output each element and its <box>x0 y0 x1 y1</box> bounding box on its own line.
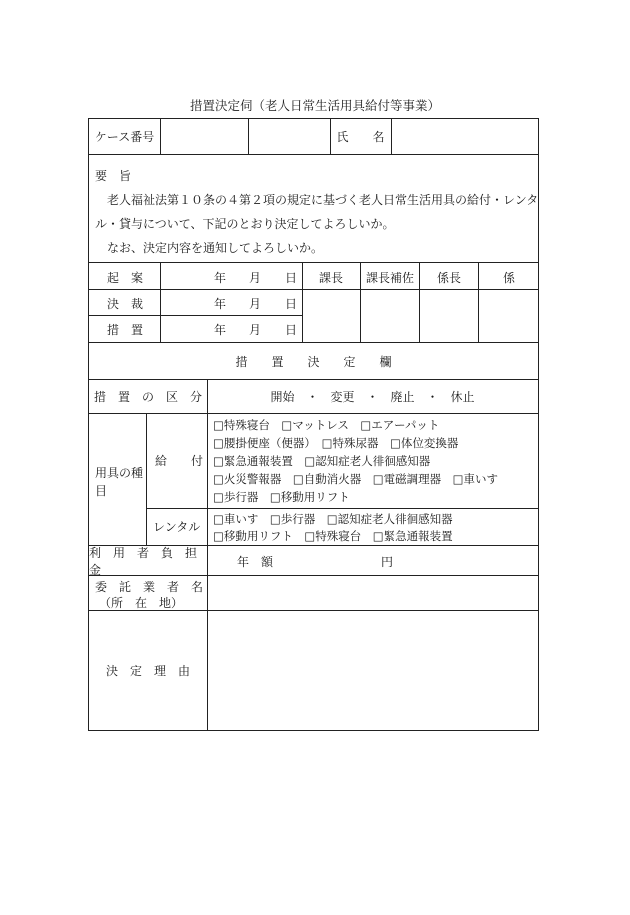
supply-option-line-2[interactable]: □腰掛便座（便器） □特殊尿器 □体位変換器 <box>213 436 459 450</box>
summary-line-3: なお、決定内容を通知してよろしいか。 <box>107 241 324 255</box>
burden-row <box>88 546 539 576</box>
contractor-input[interactable] <box>208 576 538 610</box>
approval-day-draft: 日 <box>285 271 298 285</box>
approval-month-decision: 月 <box>249 297 262 311</box>
reason-row <box>88 611 539 731</box>
approval-month-measure: 月 <box>249 323 262 337</box>
summary-heading: 要 旨 <box>95 169 132 183</box>
name-value[interactable] <box>391 119 539 154</box>
equipment-section <box>88 414 539 546</box>
role-section-chief: 課長 <box>319 271 344 285</box>
approval-month-draft: 月 <box>249 271 262 285</box>
supply-option-line-5[interactable]: □歩行器 □移動用リフト <box>213 490 350 504</box>
equipment-label-1: 用具の種 <box>95 466 144 480</box>
approval-label-measure: 措 置 <box>107 323 144 337</box>
burden-label: 利 用 者 負 担 金 <box>89 545 210 577</box>
summary-section <box>88 155 539 263</box>
supply-label: 給 付 <box>155 454 204 468</box>
rental-label: レンタル <box>153 520 201 534</box>
burden-year-label: 年 額 <box>237 555 274 569</box>
page-title: 措置決定伺（老人日常生活用具給付等事業） <box>189 98 440 113</box>
supply-option-line-4[interactable]: □火災警報器 □自動消火器 □電磁調理器 □車いす <box>213 472 498 486</box>
approval-label-decision: 決 裁 <box>107 297 144 311</box>
name-label: 氏 名 <box>336 130 385 144</box>
role-assistant-chief: 課長補佐 <box>366 271 415 285</box>
supply-option-line-1[interactable]: □特殊寝台 □マットレス □エアーパット <box>213 418 440 432</box>
role-subsection-chief: 係長 <box>437 271 462 285</box>
approval-year-decision: 年 <box>214 297 227 311</box>
approval-section <box>88 263 539 343</box>
decision-header: 措 置 決 定 欄 <box>235 354 392 369</box>
rental-option-line-2[interactable]: □移動用リフト □特殊寝台 □緊急通報装置 <box>213 529 453 543</box>
header-row <box>88 118 539 155</box>
supply-option-line-3[interactable]: □緊急通報装置 □認知症老人徘徊感知器 <box>213 454 431 468</box>
measure-options[interactable]: 開始 ・ 変更 ・ 廃止 ・ 休止 <box>270 390 475 404</box>
decision-header-row <box>88 343 539 380</box>
contractor-label: 委 託 業 者 名 <box>95 580 204 594</box>
approval-year-measure: 年 <box>214 323 227 337</box>
role-staff: 係 <box>503 271 516 285</box>
summary-line-1: 老人福祉法第１０条の４第２項の規定に基づく老人日常生活用具の給付・レンタ <box>107 193 539 207</box>
case-no-label: ケース番号 <box>94 130 155 144</box>
burden-unit: 円 <box>381 555 394 569</box>
stamp-area-assistant-chief[interactable] <box>360 289 419 343</box>
rental-option-line-1[interactable]: □車いす □歩行器 □認知症老人徘徊感知器 <box>213 512 453 526</box>
reason-label: 決 定 理 由 <box>105 664 190 678</box>
reason-input[interactable] <box>208 611 538 730</box>
approval-day-decision: 日 <box>285 297 298 311</box>
approval-day-measure: 日 <box>285 323 298 337</box>
approval-label-draft: 起 案 <box>107 271 144 285</box>
equipment-label-2: 目 <box>95 484 108 498</box>
contractor-row <box>88 576 539 611</box>
measure-row <box>88 380 539 414</box>
approval-year-draft: 年 <box>214 271 227 285</box>
contractor-location-label: （所 在 地） <box>99 596 184 610</box>
summary-line-2: ル・貸与について、下記のとおり決定してよろしいか。 <box>95 217 395 231</box>
case-no-value[interactable] <box>160 119 248 154</box>
stamp-area-section-chief[interactable] <box>302 289 360 343</box>
stamp-area-staff[interactable] <box>478 289 538 343</box>
stamp-area-subsection-chief[interactable] <box>419 289 478 343</box>
measure-label: 措 置 の 区 分 <box>93 390 202 404</box>
